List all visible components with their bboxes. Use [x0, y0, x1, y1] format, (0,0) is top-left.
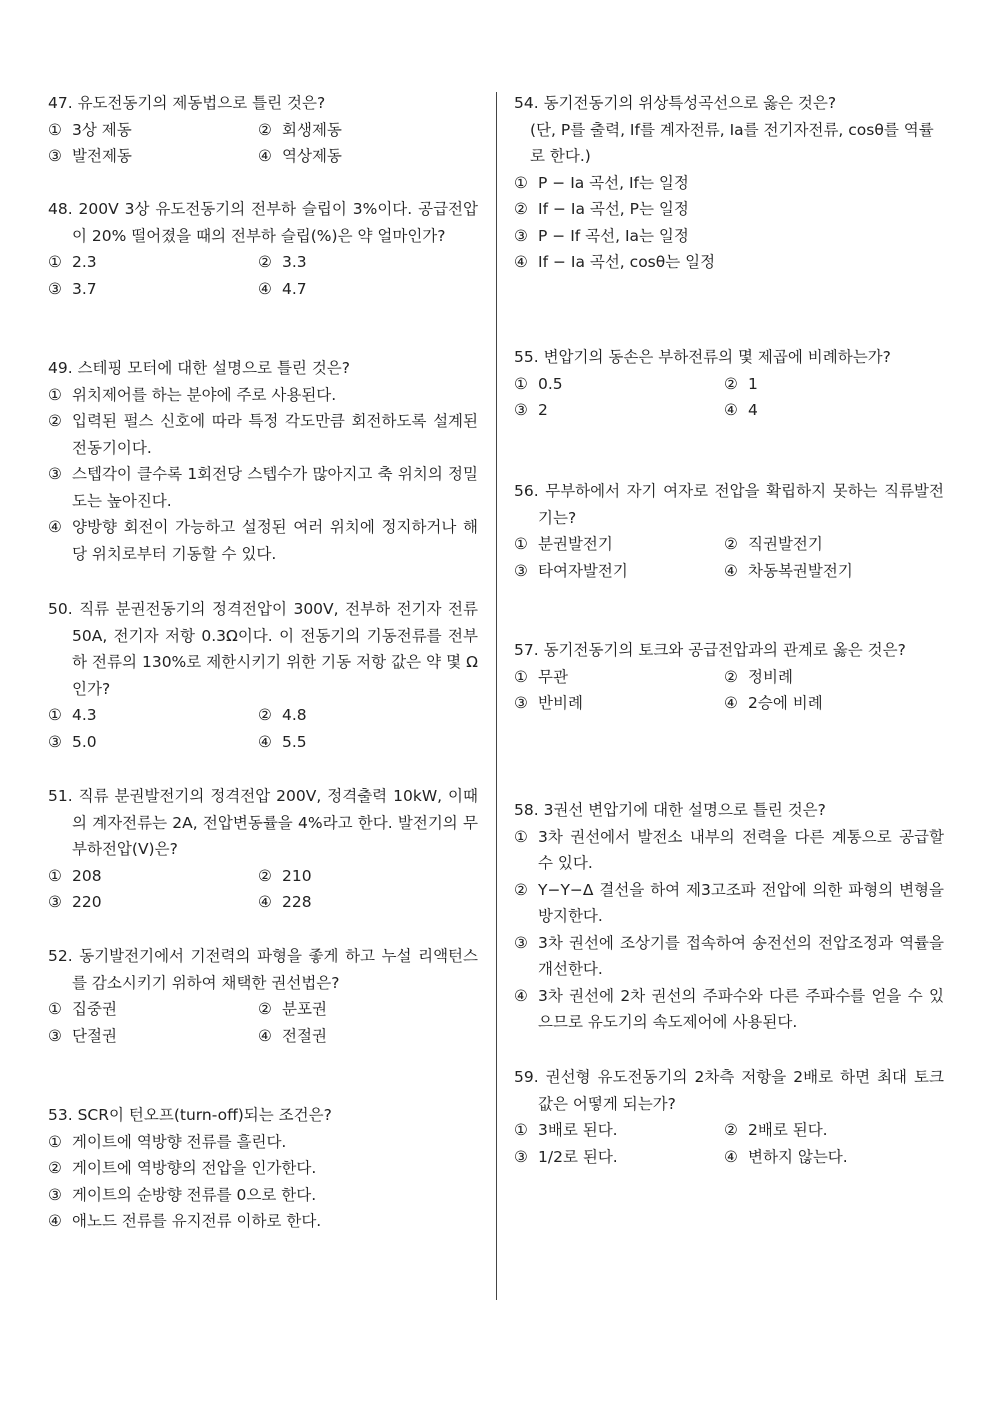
- question-54: [514, 90, 944, 276]
- question-stem: 51. 직류 분권발전기의 정격전압 200V, 정격출력 10kW, 이때의 계자전류는 2A, 전압변동률을 4%라고 한다. 발전기의 무부하전압(V)은?: [48, 787, 478, 858]
- question-59: [514, 1064, 944, 1170]
- options-grid: [514, 1117, 944, 1170]
- option-1[interactable]: ① 3차 권선에서 발전소 내부의 전력을 다른 계통으로 공급할 수 있다.: [514, 827, 944, 872]
- option-1[interactable]: ① 집중권: [48, 1000, 117, 1018]
- option-2[interactable]: ② 게이트에 역방향의 전압을 인가한다.: [48, 1159, 317, 1177]
- options-grid: [48, 249, 478, 302]
- option-2[interactable]: ② 직권발전기: [724, 535, 823, 553]
- option-4[interactable]: ④ 역상제동: [258, 147, 342, 165]
- option-3[interactable]: ③ 1/2로 된다.: [514, 1147, 618, 1166]
- option-1[interactable]: ① 208: [48, 866, 102, 885]
- option-1[interactable]: ① 4.3: [48, 706, 97, 724]
- option-3[interactable]: ③ 단절권: [48, 1026, 117, 1045]
- option-4[interactable]: ④ 차동복권발전기: [724, 561, 853, 580]
- option-4[interactable]: ④ 애노드 전류를 유지전류 이하로 한다.: [48, 1212, 322, 1230]
- question-56: [514, 478, 944, 584]
- option-1[interactable]: ① 3상 제동: [48, 120, 132, 139]
- option-4[interactable]: ④ If − Ia 곡선, cosθ는 일정: [514, 253, 716, 271]
- option-2[interactable]: ② 분포권: [258, 1000, 327, 1018]
- options-grid: [48, 117, 478, 170]
- question-49: [48, 355, 478, 567]
- options-grid: [48, 863, 478, 916]
- question-stem: 57. 동기전동기의 토크와 공급전압과의 관계로 옳은 것은?: [514, 641, 906, 659]
- question-stem: 52. 동기발전기에서 기전력의 파형을 좋게 하고 누설 리액턴스를 감소시키기 위하여 채택한 권선법은?: [48, 947, 478, 992]
- options-grid: [514, 371, 944, 424]
- option-3[interactable]: ③ P − If 곡선, Ia는 일정: [514, 226, 689, 245]
- question-stem: 47. 유도전동기의 제동법으로 틀린 것은?: [48, 94, 326, 112]
- option-2[interactable]: ② 정비례: [724, 667, 793, 686]
- option-4[interactable]: ④ 4.7: [258, 279, 307, 298]
- option-1[interactable]: ① 분권발전기: [514, 535, 613, 553]
- option-1[interactable]: ① 게이트에 역방향 전류를 흘린다.: [48, 1132, 287, 1151]
- option-3[interactable]: ③ 220: [48, 893, 102, 911]
- option-4[interactable]: ④ 3차 권선에 2차 권선의 주파수와 다른 주파수를 얻을 수 있으므로 유도기의 속도제어에 사용된다.: [514, 986, 944, 1031]
- question-stem: 56. 무부하에서 자기 여자로 전압을 확립하지 못하는 직류발전기는?: [514, 482, 944, 527]
- options-grid: [514, 531, 944, 584]
- option-3[interactable]: ③ 반비례: [514, 694, 583, 712]
- question-47: [48, 90, 478, 170]
- option-3[interactable]: ③ 게이트의 순방향 전류를 0으로 한다.: [48, 1185, 317, 1204]
- option-3[interactable]: ③ 타여자발전기: [514, 561, 628, 580]
- option-2[interactable]: ② 2배로 된다.: [724, 1121, 828, 1139]
- question-stem: 54. 동기전동기의 위상특성곡선으로 옳은 것은?: [514, 94, 837, 112]
- option-4[interactable]: ④ 228: [258, 893, 312, 911]
- options-grid: [48, 702, 478, 755]
- option-3[interactable]: ③ 5.0: [48, 732, 97, 751]
- question-50: [48, 596, 478, 755]
- option-4[interactable]: ④ 4: [724, 401, 758, 419]
- option-3[interactable]: ③ 2: [514, 401, 548, 419]
- option-4[interactable]: ④ 5.5: [258, 732, 307, 751]
- option-3[interactable]: ③ 3.7: [48, 279, 97, 298]
- question-stem: 59. 권선형 유도전동기의 2차측 저항을 2배로 하면 최대 토크 값은 어떻게 되는가?: [514, 1068, 944, 1113]
- question-stem: 53. SCR이 턴오프(turn-off)되는 조건은?: [48, 1106, 332, 1124]
- option-2[interactable]: ② 입력된 펄스 신호에 따라 특정 각도만큼 회전하도록 설계된 전동기이다.: [48, 412, 478, 457]
- option-1[interactable]: ① 3배로 된다.: [514, 1121, 618, 1139]
- question-55: [514, 344, 944, 424]
- question-51: [48, 783, 478, 916]
- question-stem: 50. 직류 분권전동기의 정격전압이 300V, 전부하 전기자 전류 50A, 전기자 저항 0.3Ω이다. 이 전동기의 기동전류를 전부하 전류의 130%로 제한시키기 위한 기동 저항 값은 약 몇 Ω인가?: [48, 600, 478, 698]
- option-3[interactable]: ③ 스텝각이 클수록 1회전당 스텝수가 많아지고 축 위치의 정밀도는 높아진다.: [48, 465, 478, 510]
- question-53: [48, 1102, 478, 1235]
- option-1[interactable]: ① 0.5: [514, 374, 563, 393]
- question-58: [514, 797, 944, 1036]
- option-2[interactable]: ② 210: [258, 866, 312, 885]
- question-stem: 58. 3권선 변압기에 대한 설명으로 틀린 것은?: [514, 801, 826, 819]
- option-2[interactable]: ② Y−Y−Δ 결선을 하여 제3고조파 전압에 의한 파형의 변형을 방지한다.: [514, 880, 944, 925]
- options-grid: [514, 664, 944, 717]
- option-2[interactable]: ② 3.3: [258, 253, 307, 271]
- option-1[interactable]: ① P − Ia 곡선, If는 일정: [514, 173, 689, 192]
- question-57: [514, 637, 944, 717]
- question-stem: 49. 스테핑 모터에 대한 설명으로 틀린 것은?: [48, 359, 351, 377]
- option-2[interactable]: ② 회생제동: [258, 120, 342, 139]
- question-48: [48, 196, 478, 302]
- question-stem: 48. 200V 3상 유도전동기의 전부하 슬립이 3%이다. 공급전압이 20% 떨어졌을 때의 전부하 슬립(%)은 약 얼마인가?: [48, 200, 478, 245]
- option-1[interactable]: ① 2.3: [48, 253, 97, 271]
- option-4[interactable]: ④ 변하지 않는다.: [724, 1147, 848, 1166]
- option-2[interactable]: ② 1: [724, 374, 758, 393]
- option-3[interactable]: ③ 3차 권선에 조상기를 접속하여 송전선의 전압조정과 역률을 개선한다.: [514, 933, 944, 978]
- option-4[interactable]: ④ 양방향 회전이 가능하고 설정된 여러 위치에 정지하거나 해당 위치로부터 기동할 수 있다.: [48, 518, 478, 563]
- options-grid: [48, 996, 478, 1049]
- option-2[interactable]: ② 4.8: [258, 706, 307, 724]
- column-divider: [496, 92, 497, 1300]
- question-52: [48, 943, 478, 1049]
- option-2[interactable]: ② If − Ia 곡선, P는 일정: [514, 200, 689, 218]
- option-3[interactable]: ③ 발전제동: [48, 147, 132, 165]
- option-4[interactable]: ④ 전절권: [258, 1026, 327, 1045]
- option-4[interactable]: ④ 2승에 비례: [724, 694, 823, 712]
- option-1[interactable]: ① 무관: [514, 667, 568, 686]
- question-stem: 55. 변압기의 동손은 부하전류의 몇 제곱에 비례하는가?: [514, 348, 891, 366]
- question-note: (단, P를 출력, If를 계자전류, Ia를 전기자전류, cosθ를 역률로 한다.): [530, 120, 934, 165]
- option-1[interactable]: ① 위치제어를 하는 분야에 주로 사용된다.: [48, 385, 337, 404]
